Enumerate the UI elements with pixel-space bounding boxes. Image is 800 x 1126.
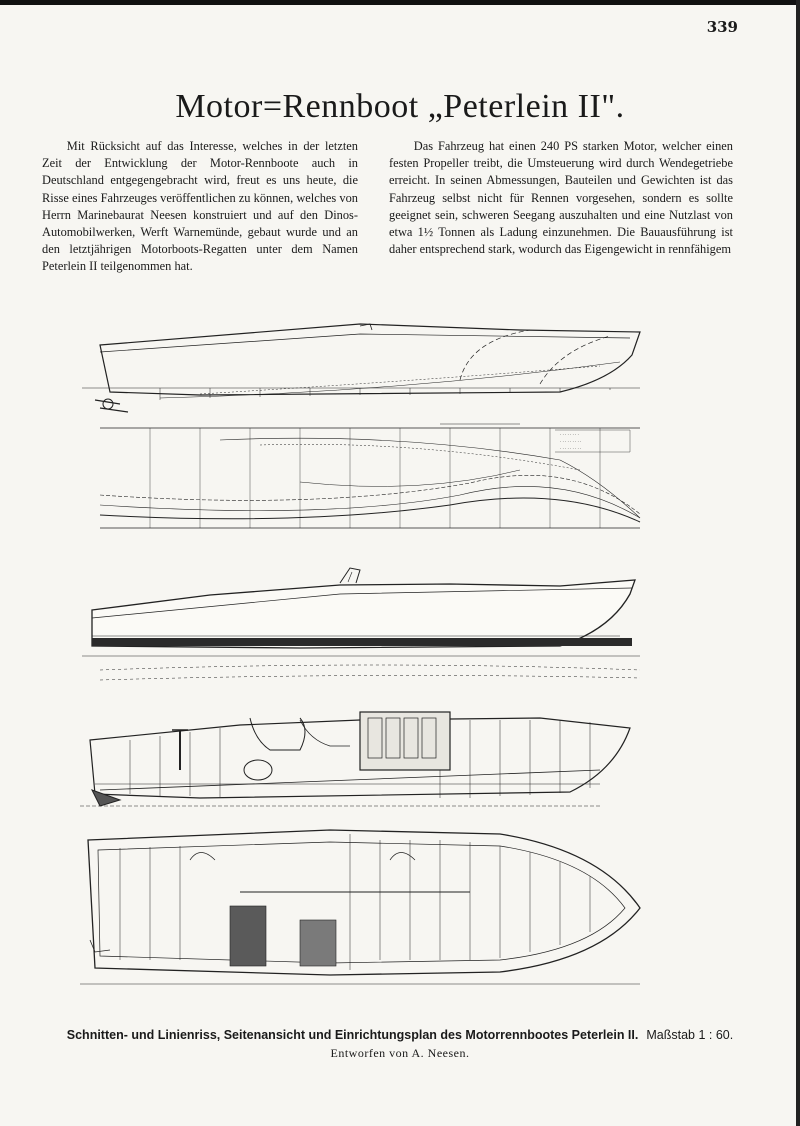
caption-scale: Maßstab 1 : 60. bbox=[646, 1028, 734, 1042]
deck-plan-drawing bbox=[80, 830, 640, 984]
figure-credit: Entworfen von A. Neesen. bbox=[330, 1046, 470, 1060]
half-breadth-drawing bbox=[100, 424, 640, 528]
paragraph-left: Mit Rücksicht auf das Interesse, welches in der letzten Zeit der Entwicklung der Motor-Rennboote auch in Deutschland entgegengebracht wird, freut es uns heute, die Risse eines Fahrzeuges veröffentlichen zu können, welches von Herrn Marinebaurat Neesen konstruiert und auf den Dinos-Automobilwerken, Werft Warnemünde, gebaut wurde und an den letztjährigen Motorboots-Regatten unter dem Namen Peterlein II teilgenommen hat. bbox=[42, 139, 358, 274]
text-column-left bbox=[42, 138, 358, 276]
page-top-edge bbox=[0, 0, 800, 5]
svg-text:· · · · · · · · ·: · · · · · · · · · bbox=[560, 447, 582, 452]
caption-text: Schnitten- und Linienriss, Seitenansicht und Einrichtungsplan des Motorrennbootes Peterlein II. bbox=[66, 1028, 639, 1042]
article-title: Motor=Rennboot „Peterlein II". bbox=[175, 88, 625, 125]
figure-caption bbox=[0, 1028, 800, 1042]
boat-plans-figure bbox=[0, 300, 800, 1020]
profile-lines-drawing bbox=[82, 324, 640, 412]
svg-text:· · · · · · · ·: · · · · · · · · bbox=[560, 433, 579, 438]
side-view-drawing bbox=[82, 568, 640, 680]
longitudinal-section-drawing bbox=[80, 712, 630, 806]
svg-text:· · · · · · · · ·: · · · · · · · · · bbox=[560, 440, 582, 445]
page-number: 339 bbox=[706, 18, 738, 36]
paragraph-right: Das Fahrzeug hat einen 240 PS starken Motor, welcher einen festen Propeller treibt, die Umsteuerung wird durch Wendegetriebe erreicht. In seinen Abmessungen, Bauteilen und Gewichten ist das Fahrzeug selbst nicht für Rennen vorgesehen, sondern es sollte geeignet sein, schweren Seegang auszuhalten und eine Nutzlast von etwa 1½ Tonnen als Ladung einzunehmen. Die Bauausführung ist daher entsprechend stark, wodurch das Eigengewicht in rennfähigem bbox=[389, 139, 733, 257]
text-column-right bbox=[389, 138, 733, 258]
